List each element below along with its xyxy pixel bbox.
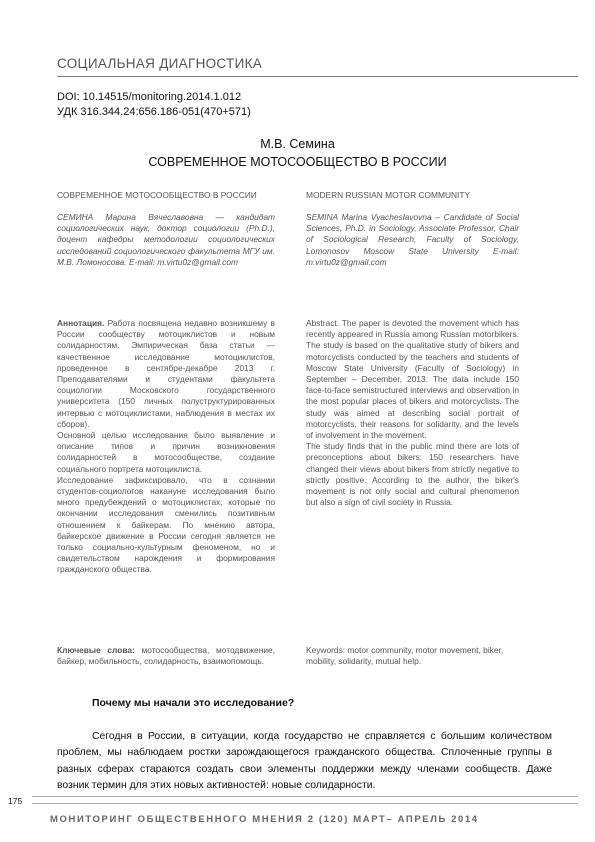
doi-link[interactable]: DOI: 10.14515/monitoring.2014.1.012 — [57, 91, 242, 103]
body-text — [57, 729, 552, 794]
abstract-paragraph: Основной целью исследования было выявление и описание типов и причин возникновения солидарностей в мотосообществе, создание социального портрета мотоциклиста. — [57, 430, 275, 474]
left-abstract — [57, 318, 275, 576]
left-author-info: СЕМИНА Марина Вячеславовна — кандидат социологических наук, доктор социологии (Ph.D.), доцент кафедры методологии социологических исследований социологического факультета МГУ им. М.В. Ломоносова. E-mail: m.virtu0z@gmail.com — [57, 212, 275, 267]
udk-code: УДК 316.344.24:656.186-051(470+571) — [57, 106, 251, 118]
page-number: 175 — [8, 796, 23, 806]
section-subheading: Почему мы начали это исследование? — [92, 697, 295, 709]
left-keywords — [57, 645, 275, 667]
article-author: М.В. Семина — [260, 137, 335, 151]
footer-divider — [32, 796, 578, 797]
footer-divider — [32, 803, 578, 804]
abstract-paragraph: The study finds that in the public mind there are lots of preconceptions about bikers: 150 researchers have changed their views about bikers from strictly negative to strictly positive. According to the author, the biker's movement is not only social and cultural phenomenon but also a sign of civil society in Russia. — [306, 441, 519, 508]
doi-block — [57, 90, 251, 120]
body-paragraph: Сегодня в России, в ситуации, когда государство не справляется с большим количеством проблем, мы наблюдаем ростки зарождающегося гражданского общества. Сплоченные группы в разных сферах стараются создать свои элементы поддержки между членами сообществ. Даже возник термин для этих новых активностей: новые солидарности. — [57, 731, 552, 791]
article-title: СОВРЕМЕННОЕ МОТОСООБЩЕСТВО В РОССИИ — [148, 155, 447, 169]
abstract-paragraph: Abstract. The paper is devoted the movement which has recently appeared in Russia among Russian motorbikers. The study is based on the qualitative study of bikers and motorcyclists conducted by the teachers and students of Moscow State University (Faculty of Sociology) in September – December, 2013. The data include 150 face-to-face semistructured interviews and observation in the most popular places of bikers and motorcyclists. The study was aimed at describing social portrait of motorcyclists, their reasons for solidarity, and the levels of involvement in the movement. — [306, 318, 519, 441]
section-title: СОЦИАЛЬНАЯ ДИАГНОСТИКА — [57, 56, 263, 71]
header-divider — [57, 76, 578, 77]
abstract-label: Аннотация. — [57, 318, 105, 328]
keywords-label: Ключевые слова: — [57, 645, 135, 655]
abstract-paragraph: Работа посвящена недавно возникшему в России сообществу мотоциклистов и новым солидарностям. Эмпирическая база статьи — качественное исследование мотоциклистов, проведенное в сентябре-декабре 2013 г. Преподавателями и студентами факультета социологии Московского государственного университета (150 личных полуструктурированных интервью с мотоциклистами, наблюдения в местах их сборов). — [57, 318, 276, 429]
right-author-info: SEMINA Marina Vyacheslavovna – Candidate of Social Sciences, Ph.D. in Sociology, Associate Professor, Chair of Sociological Research, Faculty of Sociology, Lomonosov Moscow State University E-mail: m.virtu0z@gmail.com — [306, 212, 519, 267]
journal-footer: МОНИТОРИНГ ОБЩЕСТВЕННОГО МНЕНИЯ 2 (120) МАРТ– АПРЕЛЬ 2014 — [50, 814, 479, 825]
right-keywords: Keywords: motor community, motor movement, biker, mobility, solidarity, mutual help. — [306, 645, 504, 667]
abstract-paragraph: Исследование зафиксировало, что в сознании студентов-социологов накануне исследования было много предубеждений о мотоциклистах, которые по окончании исследования сменились позитивным отношением к байкерам. По мнению автора, байкерское движение в России сегодня является не только социально-культурным феноменом, но и свидетельством нарождения и формирования гражданского общества. — [57, 474, 275, 575]
right-heading: MODERN RUSSIAN MOTOR COMMUNITY — [306, 190, 471, 200]
right-abstract — [306, 318, 519, 508]
left-heading: СОВРЕМЕННОЕ МОТОСООБЩЕСТВО В РОССИИ — [57, 190, 257, 200]
keywords-list: мотосообщества, мотодвижение, байкер, мобильность, солидарность, взаимопомощь. — [57, 645, 275, 667]
